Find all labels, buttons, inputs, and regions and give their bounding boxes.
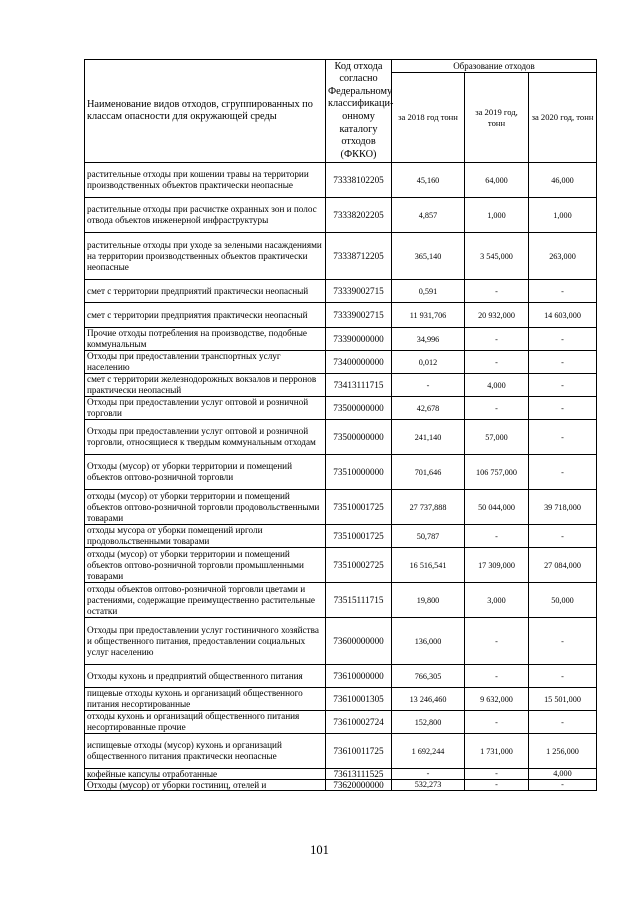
waste-name-cell: смет с территории предприятия практически неопасный xyxy=(85,303,326,328)
table-row xyxy=(85,548,597,583)
table-row xyxy=(85,780,597,791)
table-body xyxy=(85,163,597,791)
value-2019-cell: - xyxy=(465,780,529,791)
waste-name-cell: отходы мусора от уборки помещений ирголи продовольственными товарами xyxy=(85,525,326,548)
waste-name-cell: отходы (мусор) от уборки территории и помещений объектов оптово-розничной торговли промышленными товарами xyxy=(85,548,326,583)
value-2020-cell: - xyxy=(529,455,597,490)
value-2019-cell: - xyxy=(465,769,529,780)
value-2019-cell: 4,000 xyxy=(465,374,529,397)
value-2019-cell: 1 731,000 xyxy=(465,734,529,769)
value-2019-cell: 3,000 xyxy=(465,583,529,618)
waste-name-cell: Отходы при предоставлении услуг оптовой и розничной торговли xyxy=(85,397,326,420)
fkko-code-cell: 73413111715 xyxy=(326,374,392,397)
fkko-code-cell: 73613111525 xyxy=(326,769,392,780)
header-fkko-code: Код отхода согласно Федеральному классификаци-онному каталогу отходов (ФККО) xyxy=(326,60,392,163)
value-2020-cell: - xyxy=(529,711,597,734)
table-row xyxy=(85,351,597,374)
value-2020-cell: - xyxy=(529,420,597,455)
fkko-code-cell: 73500000000 xyxy=(326,397,392,420)
value-2020-cell: - xyxy=(529,665,597,688)
fkko-code-cell: 73620000000 xyxy=(326,780,392,791)
value-2019-cell: - xyxy=(465,280,529,303)
waste-table xyxy=(84,59,597,791)
table-row xyxy=(85,303,597,328)
fkko-code-cell: 73510001725 xyxy=(326,525,392,548)
value-2018-cell: 19,800 xyxy=(392,583,465,618)
value-2019-cell: - xyxy=(465,525,529,548)
value-2020-cell: 50,000 xyxy=(529,583,597,618)
value-2018-cell: - xyxy=(392,769,465,780)
value-2019-cell: 20 932,000 xyxy=(465,303,529,328)
table-row xyxy=(85,328,597,351)
waste-name-cell: Отходы (мусор) от уборки гостиниц, отелей и xyxy=(85,780,326,791)
fkko-code-cell: 73510000000 xyxy=(326,455,392,490)
value-2018-cell: 0,591 xyxy=(392,280,465,303)
value-2019-cell: 9 632,000 xyxy=(465,688,529,711)
waste-name-cell: смет с территории железнодорожных вокзалов и перронов практически неопасный xyxy=(85,374,326,397)
value-2018-cell: 13 246,460 xyxy=(392,688,465,711)
value-2018-cell: 42,678 xyxy=(392,397,465,420)
fkko-code-cell: 73339002715 xyxy=(326,303,392,328)
value-2018-cell: 27 737,888 xyxy=(392,490,465,525)
value-2020-cell: 14 603,000 xyxy=(529,303,597,328)
value-2020-cell: 4,000 xyxy=(529,769,597,780)
header-year-2019: за 2019 год, тонн xyxy=(465,73,529,163)
value-2018-cell: 45,160 xyxy=(392,163,465,198)
waste-name-cell: Отходы кухонь и предприятий общественного питания xyxy=(85,665,326,688)
value-2018-cell: 532,273 xyxy=(392,780,465,791)
table-row xyxy=(85,688,597,711)
value-2018-cell: 766,305 xyxy=(392,665,465,688)
table-row xyxy=(85,397,597,420)
header-year-2020: за 2020 год, тонн xyxy=(529,73,597,163)
fkko-code-cell: 73600000000 xyxy=(326,618,392,665)
table-row xyxy=(85,711,597,734)
fkko-code-cell: 73510001725 xyxy=(326,490,392,525)
value-2019-cell: - xyxy=(465,351,529,374)
fkko-code-cell: 73515111715 xyxy=(326,583,392,618)
value-2020-cell: - xyxy=(529,525,597,548)
fkko-code-cell: 73338712205 xyxy=(326,233,392,280)
value-2018-cell: 16 516,541 xyxy=(392,548,465,583)
value-2019-cell: 64,000 xyxy=(465,163,529,198)
table-row xyxy=(85,455,597,490)
waste-name-cell: отходы объектов оптово-розничной торговли цветами и растениями, содержащие преимущественно растительные остатки xyxy=(85,583,326,618)
table-row xyxy=(85,618,597,665)
waste-name-cell: Прочие отходы потребления на производстве, подобные коммунальным xyxy=(85,328,326,351)
header-waste-name: Наименование видов отходов, сгруппированных по классам опасности для окружающей среды xyxy=(85,60,326,163)
value-2018-cell: 11 931,706 xyxy=(392,303,465,328)
header-year-2018: за 2018 год тонн xyxy=(392,73,465,163)
table-row xyxy=(85,665,597,688)
fkko-code-cell: 73610001305 xyxy=(326,688,392,711)
value-2018-cell: 50,787 xyxy=(392,525,465,548)
value-2020-cell: - xyxy=(529,280,597,303)
value-2018-cell: 1 692,244 xyxy=(392,734,465,769)
waste-name-cell: отходы кухонь и организаций общественного питания несортированные прочие xyxy=(85,711,326,734)
value-2019-cell: 106 757,000 xyxy=(465,455,529,490)
value-2019-cell: 1,000 xyxy=(465,198,529,233)
waste-name-cell: Отходы при предоставлении транспортных услуг населению xyxy=(85,351,326,374)
fkko-code-cell: 73610000000 xyxy=(326,665,392,688)
value-2020-cell: - xyxy=(529,351,597,374)
value-2018-cell: 701,646 xyxy=(392,455,465,490)
value-2020-cell: - xyxy=(529,374,597,397)
value-2018-cell: 4,857 xyxy=(392,198,465,233)
value-2020-cell: - xyxy=(529,618,597,665)
waste-name-cell: Отходы (мусор) от уборки территории и помещений объектов оптово-розничной торговли xyxy=(85,455,326,490)
table-row xyxy=(85,420,597,455)
table-row xyxy=(85,734,597,769)
value-2019-cell: - xyxy=(465,711,529,734)
value-2019-cell: - xyxy=(465,397,529,420)
value-2019-cell: 17 309,000 xyxy=(465,548,529,583)
fkko-code-cell: 73510002725 xyxy=(326,548,392,583)
fkko-code-cell: 73338202205 xyxy=(326,198,392,233)
fkko-code-cell: 73339002715 xyxy=(326,280,392,303)
header-waste-generation: Образование отходов xyxy=(392,60,597,73)
waste-name-cell: кофейные капсулы отработанные xyxy=(85,769,326,780)
table-row xyxy=(85,198,597,233)
table-row xyxy=(85,163,597,198)
value-2018-cell: - xyxy=(392,374,465,397)
value-2020-cell: 39 718,000 xyxy=(529,490,597,525)
value-2020-cell: 46,000 xyxy=(529,163,597,198)
waste-name-cell: пищевые отходы кухонь и организаций общественного питания несортированные xyxy=(85,688,326,711)
fkko-code-cell: 73610011725 xyxy=(326,734,392,769)
waste-name-cell: растительные отходы при кошении травы на территории производственных объектов практически неопасные xyxy=(85,163,326,198)
waste-name-cell: смет с территории предприятий практически неопасный xyxy=(85,280,326,303)
fkko-code-cell: 73610002724 xyxy=(326,711,392,734)
waste-name-cell: растительные отходы при уходе за зелеными насаждениями на территории производственных объектов практически неопасные xyxy=(85,233,326,280)
table-row xyxy=(85,525,597,548)
waste-name-cell: испищевые отходы (мусор) кухонь и организаций общественного питания практически неопасные xyxy=(85,734,326,769)
table-row xyxy=(85,280,597,303)
value-2019-cell: 3 545,000 xyxy=(465,233,529,280)
table-row xyxy=(85,490,597,525)
value-2020-cell: 27 084,000 xyxy=(529,548,597,583)
waste-name-cell: отходы (мусор) от уборки территории и помещений объектов оптово-розничной торговли продовольственными товарами xyxy=(85,490,326,525)
value-2019-cell: 57,000 xyxy=(465,420,529,455)
value-2018-cell: 241,140 xyxy=(392,420,465,455)
fkko-code-cell: 73400000000 xyxy=(326,351,392,374)
value-2020-cell: 1 256,000 xyxy=(529,734,597,769)
table-header xyxy=(85,60,597,163)
value-2020-cell: 1,000 xyxy=(529,198,597,233)
table-row xyxy=(85,583,597,618)
waste-name-cell: растительные отходы при расчистке охранных зон и полос отвода объектов инженерной инфраструктуры xyxy=(85,198,326,233)
table-row xyxy=(85,374,597,397)
value-2018-cell: 136,000 xyxy=(392,618,465,665)
value-2018-cell: 0,012 xyxy=(392,351,465,374)
value-2020-cell: 263,000 xyxy=(529,233,597,280)
value-2020-cell: - xyxy=(529,397,597,420)
value-2018-cell: 34,996 xyxy=(392,328,465,351)
value-2019-cell: - xyxy=(465,665,529,688)
value-2019-cell: - xyxy=(465,328,529,351)
value-2020-cell: - xyxy=(529,328,597,351)
table-row xyxy=(85,769,597,780)
fkko-code-cell: 73500000000 xyxy=(326,420,392,455)
page-number: 101 xyxy=(310,843,329,857)
fkko-code-cell: 73338102205 xyxy=(326,163,392,198)
waste-name-cell: Отходы при предоставлении услуг оптовой и розничной торговли, относящиеся к твердым коммунальным отходам xyxy=(85,420,326,455)
waste-name-cell: Отходы при предоставлении услуг гостиничного хозяйства и общественного питания, предоставлении социальных услуг населению xyxy=(85,618,326,665)
table-row xyxy=(85,233,597,280)
value-2018-cell: 365,140 xyxy=(392,233,465,280)
fkko-code-cell: 73390000000 xyxy=(326,328,392,351)
value-2020-cell: - xyxy=(529,780,597,791)
value-2020-cell: 15 501,000 xyxy=(529,688,597,711)
value-2019-cell: 50 044,000 xyxy=(465,490,529,525)
value-2018-cell: 152,800 xyxy=(392,711,465,734)
value-2019-cell: - xyxy=(465,618,529,665)
